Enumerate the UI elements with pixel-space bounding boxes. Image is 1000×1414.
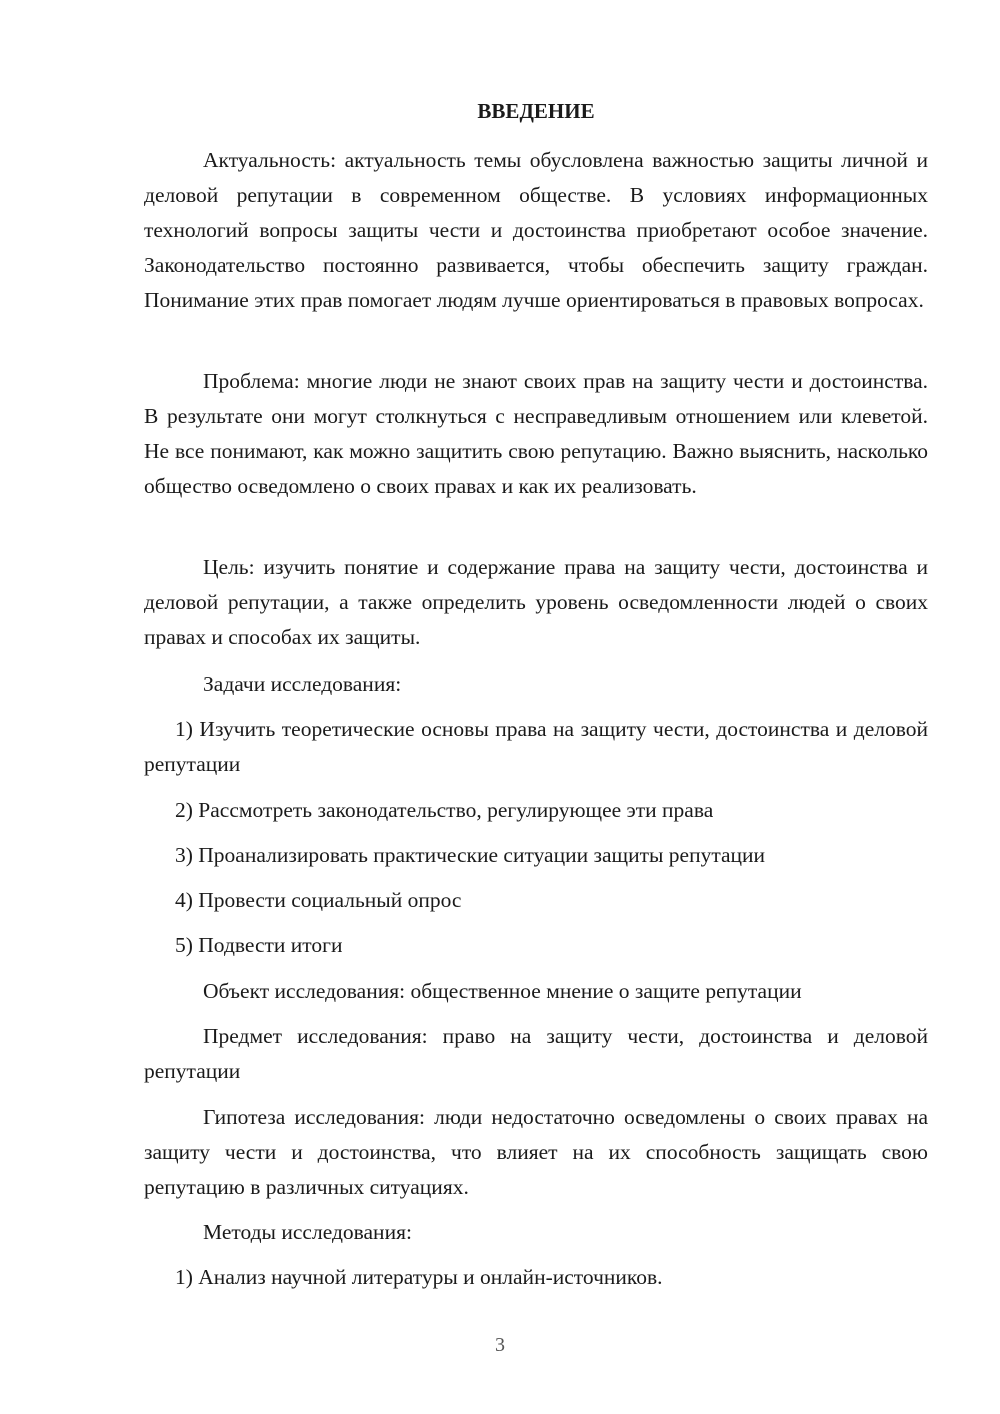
task-item-1: 1) Изучить теоретические основы права на защиту чести, достоинства и деловой репутации (144, 717, 928, 776)
subject-paragraph: Предмет исследования: право на защиту чести, достоинства и деловой репутации (144, 1024, 928, 1083)
task-item-2: 2) Рассмотреть законодательство, регулирующее эти права (175, 798, 714, 822)
hypothesis-paragraph: Гипотеза исследования: люди недостаточно осведомлены о своих правах на защиту чести и достоинства, что влияет на их способность защищать свою репутацию в различных ситуациях. (144, 1105, 928, 1199)
task-item-5: 5) Подвести итоги (175, 933, 343, 957)
tasks-title: Задачи исследования: (203, 672, 402, 696)
problem-paragraph: Проблема: многие люди не знают своих прав на защиту чести и достоинства. В результате они могут столкнуться с несправедливым отношением или клеветой. Не все понимают, как можно защитить свою репутацию. Важно выяснить, насколько общество осведомлено о своих правах и как их реализовать. (144, 369, 928, 498)
object-paragraph: Объект исследования: общественное мнение о защите репутации (203, 979, 802, 1003)
page-number: 3 (495, 1334, 505, 1356)
goal-paragraph: Цель: изучить понятие и содержание права на защиту чести, достоинства и деловой репутации, а также определить уровень осведомленности людей о своих правах и способах их защиты. (144, 555, 928, 649)
method-item-1: 1) Анализ научной литературы и онлайн-источников. (175, 1265, 663, 1289)
methods-title: Методы исследования: (203, 1220, 412, 1244)
section-heading: ВВЕДЕНИЕ (477, 99, 595, 123)
relevance-paragraph: Актуальность: актуальность темы обусловлена важностью защиты личной и деловой репутации в современном обществе. В условиях информационных технологий вопросы защиты чести и достоинства приобретают особое значение. Законодательство постоянно развивается, чтобы обеспечить защиту граждан. Понимание этих прав помогает людям лучше ориентироваться в правовых вопросах. (144, 148, 928, 312)
task-item-3: 3) Проанализировать практические ситуации защиты репутации (175, 843, 766, 867)
task-item-4: 4) Провести социальный опрос (175, 888, 462, 912)
